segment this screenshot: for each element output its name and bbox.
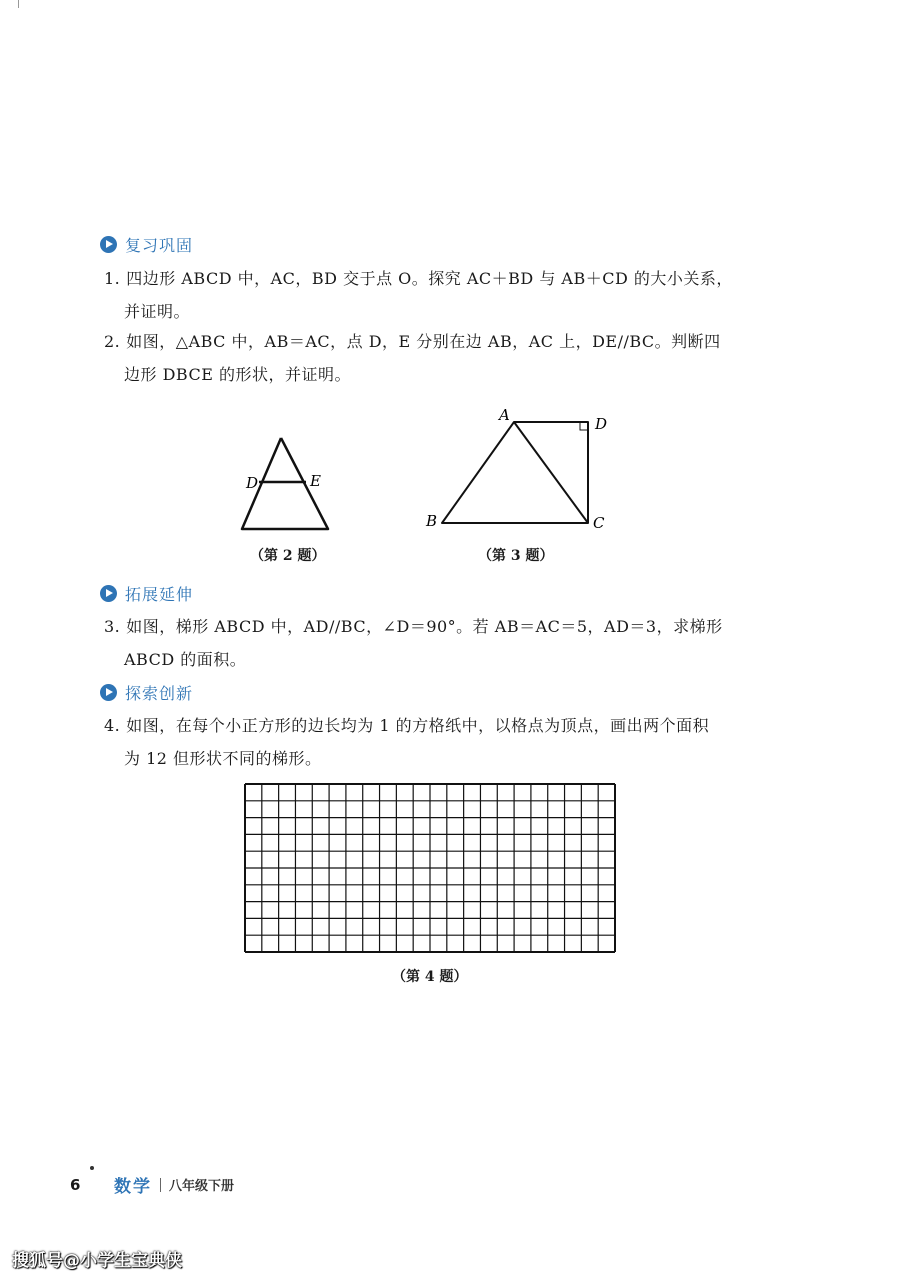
figure-3-caption: （第 3 题） xyxy=(478,548,554,564)
fig2-label-d: D xyxy=(246,474,259,492)
problem-3 xyxy=(104,610,764,676)
problem-4 xyxy=(104,709,764,775)
play-icon xyxy=(100,236,117,253)
problem-4-line1: 如图，在每个小正方形的边长均为 1 的方格纸中，以格点为顶点，画出两个面积 xyxy=(126,716,710,735)
figure-4-caption: （第 4 题） xyxy=(392,969,468,985)
figure-2-caption: （第 2 题） xyxy=(250,548,326,564)
fig3-diagonal-ac xyxy=(514,422,588,523)
page-footer xyxy=(70,1172,234,1197)
fig3-label-b: B xyxy=(426,512,438,530)
problem-1-number: 1. xyxy=(104,269,121,288)
section-review-title: 复习巩固 xyxy=(125,235,194,255)
section-explore-heading xyxy=(100,680,193,704)
fig3-label-a: A xyxy=(499,406,510,424)
fig2-label-e: E xyxy=(310,472,321,490)
section-extension-heading xyxy=(100,581,193,605)
figure-2-triangle xyxy=(232,430,342,540)
problem-4-number: 4. xyxy=(104,716,121,735)
section-explore-title: 探索创新 xyxy=(125,683,194,703)
fig3-right-angle-mark xyxy=(580,422,588,430)
subject-label: 数学 xyxy=(114,1177,152,1197)
problem-2-line1: 如图，△ABC 中，AB＝AC，点 D，E 分别在边 AB，AC 上，DE//BC。判断四 xyxy=(126,332,721,351)
problem-3-line2: ABCD 的面积。 xyxy=(124,650,247,669)
figure-4-grid xyxy=(243,782,617,954)
problem-4-line2: 为 12 但形状不同的梯形。 xyxy=(124,749,322,768)
corner-tick xyxy=(18,0,19,8)
watermark-text: 搜狐号@小学生宝典侠 xyxy=(12,1251,182,1271)
problem-2 xyxy=(104,325,764,391)
fig3-label-c: C xyxy=(593,514,605,532)
problem-3-number: 3. xyxy=(104,617,121,636)
section-review-heading xyxy=(100,232,193,256)
fig3-trapezoid-outline xyxy=(442,422,588,523)
play-icon xyxy=(100,585,117,602)
play-icon xyxy=(100,684,117,701)
page-number: 6 xyxy=(70,1176,114,1194)
problem-3-line1: 如图，梯形 ABCD 中，AD//BC，∠D＝90°。若 AB＝AC＝5，AD＝3，求梯形 xyxy=(126,617,723,636)
figure-3-trapezoid xyxy=(420,405,620,535)
section-extension-title: 拓展延伸 xyxy=(125,584,194,604)
problem-2-number: 2. xyxy=(104,332,121,351)
problem-1-line1: 四边形 ABCD 中，AC，BD 交于点 O。探究 AC＋BD 与 AB＋CD 的大小关系， xyxy=(126,269,733,288)
grade-label: 八年级下册 xyxy=(169,1179,235,1194)
problem-2-line2: 边形 DBCE 的形状，并证明。 xyxy=(124,365,351,384)
problem-1 xyxy=(104,262,764,328)
fig3-label-d: D xyxy=(595,415,608,433)
footer-divider xyxy=(160,1178,161,1192)
problem-1-line2: 并证明。 xyxy=(124,302,191,321)
